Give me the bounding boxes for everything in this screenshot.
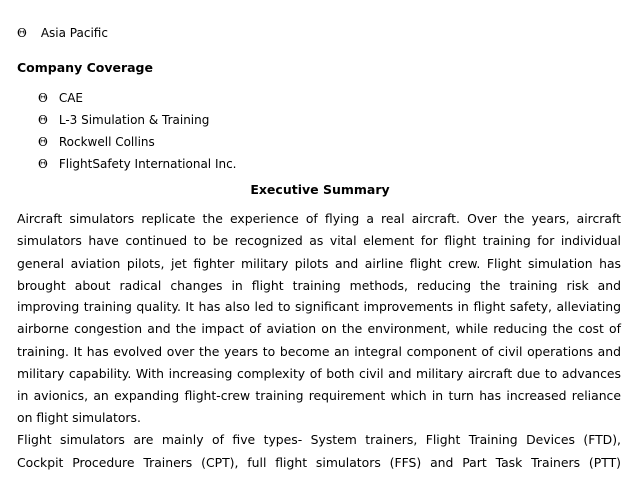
company-name: CAE	[58, 91, 84, 105]
executive-summary-heading: Executive Summary	[250, 182, 390, 197]
theta-bullet-icon: Θ	[38, 113, 48, 127]
company-list-item	[38, 91, 83, 105]
summary-line: training. It has evolved over the years to become an integral component of civil operations and	[17, 344, 621, 359]
summary-line: in avionics, an expanding flight-crew training requirement which in turn has increased reliance	[17, 388, 621, 403]
theta-bullet-icon: Θ	[17, 26, 27, 40]
summary-line: improving training quality. It has also led to significant improvements in flight safety, alleviating	[17, 299, 621, 314]
company-coverage-heading: Company Coverage	[17, 60, 153, 75]
summary-line: brought about radical changes in flight training methods, reducing the training risk and	[17, 278, 621, 293]
summary-line: airborne congestion and the impact of aviation on the environment, while reducing the cost of	[17, 321, 621, 336]
company-name: Rockwell Collins	[58, 135, 155, 149]
region-label: Asia Pacific	[40, 26, 108, 40]
company-name: FlightSafety International Inc.	[58, 157, 237, 171]
summary-line: military capability. With increasing complexity of both civil and military aircraft due to advances	[17, 366, 621, 381]
summary-line: Flight simulators are mainly of five types- System trainers, Flight Training Devices (FTD),	[17, 432, 621, 447]
theta-bullet-icon: Θ	[38, 135, 48, 149]
company-list-item	[38, 157, 237, 171]
company-list-item	[38, 135, 155, 149]
summary-line: simulators have continued to be recognized as vital element for flight training for individual	[17, 233, 621, 248]
region-list-item	[17, 26, 108, 40]
summary-line: Aircraft simulators replicate the experience of flying a real aircraft. Over the years, aircraft	[17, 211, 621, 226]
summary-line: on flight simulators.	[17, 410, 141, 425]
summary-line: Cockpit Procedure Trainers (CPT), full flight simulators (FFS) and Part Task Trainers (PTT)	[17, 455, 621, 470]
company-list-item	[38, 113, 209, 127]
company-name: L-3 Simulation & Training	[58, 113, 210, 127]
theta-bullet-icon: Θ	[38, 157, 48, 171]
summary-line: general aviation pilots, jet fighter military pilots and airline flight crew. Flight simulation has	[17, 256, 621, 271]
theta-bullet-icon: Θ	[38, 91, 48, 105]
